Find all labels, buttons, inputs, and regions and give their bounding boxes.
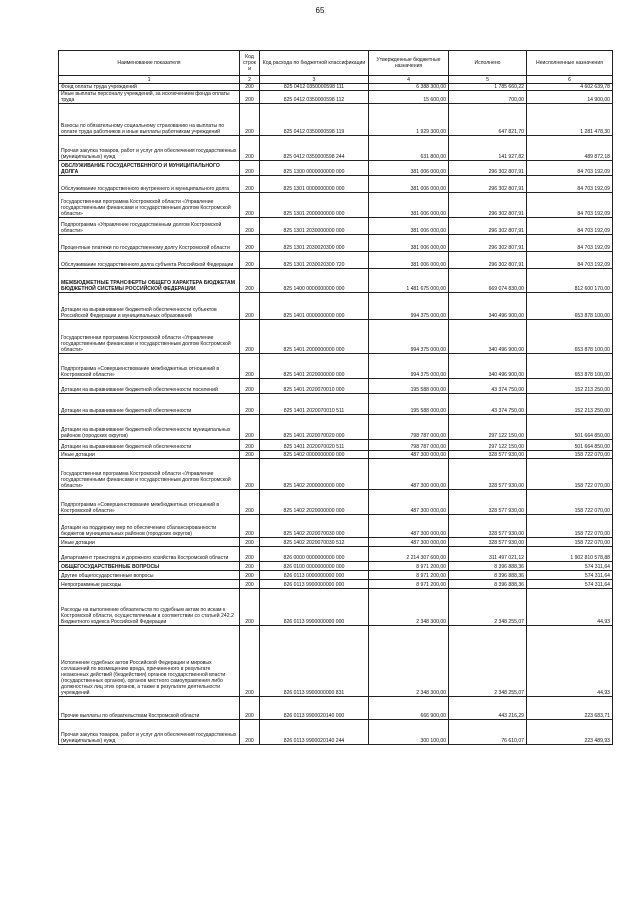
table-header-row <box>59 51 613 76</box>
row-expense-code: 825 1301 2030020300 720 <box>260 252 369 269</box>
row-line-code: 200 <box>240 415 260 440</box>
row-approved: 798 787 000,00 <box>369 440 449 451</box>
table-row <box>59 451 613 459</box>
row-expense-code: 825 1401 2020000000 000 <box>260 354 369 379</box>
row-expense-code: 825 1401 2020070020 000 <box>260 415 369 440</box>
row-approved: 487 300 000,00 <box>369 515 449 538</box>
row-expense-code: 825 1402 2020000000 000 <box>260 490 369 515</box>
row-executed: 700,00 <box>449 91 527 104</box>
row-remaining: 158 722 070,00 <box>527 538 613 547</box>
row-remaining: 574 311,64 <box>527 562 613 571</box>
row-remaining: 223 683,71 <box>527 697 613 720</box>
row-executed: 43 374 750,00 <box>449 379 527 394</box>
header-line-code: Код строк и <box>240 51 260 76</box>
row-name: Обслуживание государственного долга субъекта Российской Федерации <box>59 252 240 269</box>
row-executed: 340 496 900,00 <box>449 320 527 354</box>
row-approved: 8 971 200,00 <box>369 571 449 580</box>
row-approved: 8 971 200,00 <box>369 580 449 589</box>
row-remaining: 4 602 639,78 <box>527 84 613 91</box>
row-executed: 296 302 807,91 <box>449 235 527 252</box>
row-expense-code: 825 1401 2020070010 511 <box>260 394 369 415</box>
table-row <box>59 626 613 697</box>
row-executed: 297 122 150,00 <box>449 415 527 440</box>
row-name: Государственная программа Костромской области «Управление государственными финансами и государственным долгом Костромской области» <box>59 320 240 354</box>
row-line-code: 200 <box>240 440 260 451</box>
row-executed: 8 396 888,36 <box>449 562 527 571</box>
table-row <box>59 104 613 136</box>
row-remaining: 84 703 192,09 <box>527 193 613 218</box>
table-row <box>59 161 613 176</box>
column-number-row <box>59 76 613 84</box>
row-remaining: 152 213 250,00 <box>527 379 613 394</box>
header-approved: Утвержденные бюджетные назначения <box>369 51 449 76</box>
row-executed: 8 396 888,36 <box>449 571 527 580</box>
row-remaining: 152 213 250,00 <box>527 394 613 415</box>
table-row <box>59 720 613 745</box>
row-expense-code: 825 1401 2000000000 000 <box>260 320 369 354</box>
row-line-code: 200 <box>240 580 260 589</box>
row-expense-code: 825 1301 2000000000 000 <box>260 193 369 218</box>
row-line-code: 200 <box>240 379 260 394</box>
row-line-code: 200 <box>240 394 260 415</box>
table-row <box>59 697 613 720</box>
row-remaining: 158 722 070,00 <box>527 451 613 459</box>
row-approved: 381 006 000,00 <box>369 235 449 252</box>
row-line-code: 200 <box>240 161 260 176</box>
row-executed: 647 821,70 <box>449 104 527 136</box>
table-row <box>59 589 613 626</box>
row-line-code: 200 <box>240 459 260 490</box>
row-expense-code: 825 1401 2020070010 000 <box>260 379 369 394</box>
row-name: Взносы по обязательному социальному страхованию на выплаты по оплате труда работников и иные выплаты работникам учреждений <box>59 104 240 136</box>
row-approved: 487 300 000,00 <box>369 451 449 459</box>
row-approved: 381 006 000,00 <box>369 252 449 269</box>
column-number: 5 <box>449 76 527 84</box>
row-name: Подпрограмма «Совершенствование межбюджетных отношений в Костромской области» <box>59 490 240 515</box>
row-executed: 296 302 807,91 <box>449 176 527 193</box>
row-line-code: 200 <box>240 562 260 571</box>
row-approved: 631 800,00 <box>369 136 449 161</box>
row-executed: 328 577 930,00 <box>449 451 527 459</box>
row-remaining: 223 489,93 <box>527 720 613 745</box>
row-remaining: 158 722 070,00 <box>527 515 613 538</box>
row-name: Прочая закупка товаров, работ и услуг для обеспечения государственных (муниципальных) нужд <box>59 720 240 745</box>
row-approved: 487 300 000,00 <box>369 490 449 515</box>
row-name: Подпрограмма «Совершенствование межбюджетных отношений в Костромской области» <box>59 354 240 379</box>
row-remaining: 84 703 192,09 <box>527 235 613 252</box>
row-name: Расходы на выполнение обязательств по судебным актам по искам к Костромской области, осуществляемым в соответствии со статьей 242.2 Бюджетного кодекса Российской Федерации <box>59 589 240 626</box>
row-line-code: 200 <box>240 269 260 293</box>
row-remaining: 84 703 192,09 <box>527 218 613 235</box>
row-line-code: 200 <box>240 218 260 235</box>
row-remaining: 653 878 100,00 <box>527 320 613 354</box>
row-name: Дотации на поддержку мер по обеспечению сбалансированности бюджетов муниципальных районов (городских округов) <box>59 515 240 538</box>
table-row <box>59 379 613 394</box>
row-remaining: 158 722 070,00 <box>527 490 613 515</box>
row-remaining: 1 281 478,30 <box>527 104 613 136</box>
row-approved: 487 300 000,00 <box>369 459 449 490</box>
row-executed: 296 302 807,91 <box>449 218 527 235</box>
row-expense-code: 825 1402 2020070030 512 <box>260 538 369 547</box>
row-expense-code: 825 1400 0000000000 000 <box>260 269 369 293</box>
row-name: Исполнение судебных актов Российской Федерации и мировых соглашений по возмещению вреда, причиненного в результате незаконных действий (бездействия) органов государственной власти (государственных органов), органов местного самоуправления либо должностных лиц этих органов, а также в результате деятельности учреждений <box>59 626 240 697</box>
table-row <box>59 490 613 515</box>
row-name: Иные дотации <box>59 451 240 459</box>
row-name: Дотации на выравнивание бюджетной обеспеченности поселений <box>59 379 240 394</box>
row-executed: 43 374 750,00 <box>449 394 527 415</box>
row-name: МЕЖБЮДЖЕТНЫЕ ТРАНСФЕРТЫ ОБЩЕГО ХАРАКТЕРА БЮДЖЕТАМ БЮДЖЕТНОЙ СИСТЕМЫ РОССИЙСКОЙ ФЕДЕРАЦИИ <box>59 269 240 293</box>
row-approved: 381 006 000,00 <box>369 176 449 193</box>
row-expense-code: 826 0100 0000000000 000 <box>260 562 369 571</box>
table-row <box>59 193 613 218</box>
row-approved: 6 388 300,00 <box>369 84 449 91</box>
row-approved: 195 588 000,00 <box>369 394 449 415</box>
table-row <box>59 547 613 562</box>
row-approved: 798 787 000,00 <box>369 415 449 440</box>
row-line-code: 200 <box>240 104 260 136</box>
row-name: Подпрограмма «Управление государственным долгом Костромской области» <box>59 218 240 235</box>
row-line-code: 200 <box>240 547 260 562</box>
row-line-code: 200 <box>240 293 260 320</box>
header-expense-code: Код расхода по бюджетной классификации <box>260 51 369 76</box>
row-remaining: 501 664 850,00 <box>527 440 613 451</box>
row-remaining: 1 902 810 578,88 <box>527 547 613 562</box>
row-approved: 300 100,00 <box>369 720 449 745</box>
row-name: Иные выплаты персоналу учреждений, за исключением фонда оплаты труда <box>59 91 240 104</box>
row-line-code: 200 <box>240 451 260 459</box>
row-remaining: 489 872,18 <box>527 136 613 161</box>
column-number: 2 <box>240 76 260 84</box>
row-expense-code: 826 0113 9900000000 000 <box>260 589 369 626</box>
row-remaining: 14 900,00 <box>527 91 613 104</box>
row-remaining: 158 722 070,00 <box>527 459 613 490</box>
row-executed: 296 302 807,91 <box>449 193 527 218</box>
row-name: Иные дотации <box>59 538 240 547</box>
table-row <box>59 394 613 415</box>
row-executed: 311 497 021,12 <box>449 547 527 562</box>
row-approved: 381 006 000,00 <box>369 218 449 235</box>
row-expense-code: 826 0113 9900000000 831 <box>260 626 369 697</box>
row-line-code: 200 <box>240 320 260 354</box>
row-approved: 1 481 675 000,00 <box>369 269 449 293</box>
row-name: Дотации на выравнивание бюджетной обеспеченности субъектов Российской Федерации и муниципальных образований <box>59 293 240 320</box>
row-name: Департамент транспорта и дорожного хозяйства Костромской области <box>59 547 240 562</box>
row-expense-code: 825 1300 0000000000 000 <box>260 161 369 176</box>
row-executed: 297 122 150,00 <box>449 440 527 451</box>
row-executed: 328 577 930,00 <box>449 515 527 538</box>
row-expense-code: 825 1402 2020070030 000 <box>260 515 369 538</box>
column-number: 3 <box>260 76 369 84</box>
header-indicator-name: Наименование показателя <box>59 51 240 76</box>
table-row <box>59 354 613 379</box>
row-executed: 1 785 660,22 <box>449 84 527 91</box>
row-approved: 994 375 000,00 <box>369 354 449 379</box>
row-name: Дотации на выравнивание бюджетной обеспеченности <box>59 394 240 415</box>
row-expense-code: 825 1402 2000000000 000 <box>260 459 369 490</box>
row-remaining: 84 703 192,09 <box>527 176 613 193</box>
row-remaining: 812 600 170,00 <box>527 269 613 293</box>
row-approved: 15 600,00 <box>369 91 449 104</box>
row-name: ОБСЛУЖИВАНИЕ ГОСУДАРСТВЕННОГО И МУНИЦИПАЛЬНОГО ДОЛГА <box>59 161 240 176</box>
row-line-code: 200 <box>240 490 260 515</box>
table-row <box>59 91 613 104</box>
table-row <box>59 235 613 252</box>
row-name: Фонд оплаты труда учреждений <box>59 84 240 91</box>
row-line-code: 200 <box>240 626 260 697</box>
row-remaining: 574 311,64 <box>527 580 613 589</box>
row-remaining: 653 878 100,00 <box>527 293 613 320</box>
row-approved: 666 900,00 <box>369 697 449 720</box>
row-expense-code: 825 0412 0350000598 244 <box>260 136 369 161</box>
budget-execution-table <box>58 50 613 745</box>
row-approved: 2 348 300,00 <box>369 626 449 697</box>
row-remaining: 84 703 192,09 <box>527 252 613 269</box>
row-remaining: 574 311,64 <box>527 571 613 580</box>
row-expense-code: 825 0412 0350000598 111 <box>260 84 369 91</box>
row-line-code: 200 <box>240 515 260 538</box>
table-row <box>59 562 613 571</box>
column-number: 4 <box>369 76 449 84</box>
row-line-code: 200 <box>240 538 260 547</box>
row-executed: 2 348 255,07 <box>449 626 527 697</box>
row-expense-code: 826 0113 9900020140 000 <box>260 697 369 720</box>
row-name: Дотации на выравнивание бюджетной обеспеченности <box>59 440 240 451</box>
row-line-code: 200 <box>240 571 260 580</box>
row-expense-code: 826 0113 0000000000 000 <box>260 571 369 580</box>
row-approved: 381 006 000,00 <box>369 161 449 176</box>
header-executed: Исполнено <box>449 51 527 76</box>
row-approved: 2 348 300,00 <box>369 589 449 626</box>
row-executed: 328 577 930,00 <box>449 538 527 547</box>
row-approved: 994 375 000,00 <box>369 320 449 354</box>
row-line-code: 200 <box>240 84 260 91</box>
header-remaining: Неисполненные назначения <box>527 51 613 76</box>
row-executed: 296 302 807,91 <box>449 161 527 176</box>
row-remaining: 84 703 192,09 <box>527 161 613 176</box>
row-line-code: 200 <box>240 235 260 252</box>
row-executed: 328 577 930,00 <box>449 459 527 490</box>
row-remaining: 501 664 850,00 <box>527 415 613 440</box>
row-name: Прочие выплаты по обязательствам Костромской области <box>59 697 240 720</box>
row-name: Непрограммные расходы <box>59 580 240 589</box>
row-expense-code: 825 1401 2020070020 511 <box>260 440 369 451</box>
row-line-code: 200 <box>240 136 260 161</box>
row-expense-code: 825 1401 0000000000 000 <box>260 293 369 320</box>
table-row <box>59 515 613 538</box>
table-row <box>59 320 613 354</box>
row-executed: 8 396 888,36 <box>449 580 527 589</box>
row-executed: 443 216,29 <box>449 697 527 720</box>
row-expense-code: 826 0113 9900020140 244 <box>260 720 369 745</box>
table-row <box>59 269 613 293</box>
table-row <box>59 580 613 589</box>
row-remaining: 44,93 <box>527 626 613 697</box>
row-expense-code: 825 1301 2030000000 000 <box>260 218 369 235</box>
row-executed: 340 496 900,00 <box>449 293 527 320</box>
table-row <box>59 84 613 91</box>
row-expense-code: 825 1402 0000000000 000 <box>260 451 369 459</box>
row-approved: 8 971 200,00 <box>369 562 449 571</box>
row-executed: 296 302 807,91 <box>449 252 527 269</box>
table-row <box>59 440 613 451</box>
column-number: 1 <box>59 76 240 84</box>
row-line-code: 200 <box>240 589 260 626</box>
row-name: ОБЩЕГОСУДАРСТВЕННЫЕ ВОПРОСЫ <box>59 562 240 571</box>
row-executed: 2 348 255,07 <box>449 589 527 626</box>
row-expense-code: 826 0000 0000000000 000 <box>260 547 369 562</box>
row-name: Прочая закупка товаров, работ и услуг для обеспечения государственных (муниципальных) нужд <box>59 136 240 161</box>
table-row <box>59 293 613 320</box>
row-name: Обслуживание государственного внутреннего и муниципального долга <box>59 176 240 193</box>
row-line-code: 200 <box>240 176 260 193</box>
row-line-code: 200 <box>240 354 260 379</box>
row-remaining: 653 878 100,00 <box>527 354 613 379</box>
table-row <box>59 136 613 161</box>
row-approved: 195 588 000,00 <box>369 379 449 394</box>
row-line-code: 200 <box>240 697 260 720</box>
row-executed: 328 577 930,00 <box>449 490 527 515</box>
row-line-code: 200 <box>240 91 260 104</box>
table-row <box>59 459 613 490</box>
table-row <box>59 571 613 580</box>
row-expense-code: 826 0113 9900000000 000 <box>260 580 369 589</box>
row-name: Государственная программа Костромской области «Управление государственными финансами и государственным долгом Костромской области» <box>59 459 240 490</box>
row-approved: 2 214 307 600,00 <box>369 547 449 562</box>
row-approved: 994 375 000,00 <box>369 293 449 320</box>
row-line-code: 200 <box>240 252 260 269</box>
row-approved: 381 006 000,00 <box>369 193 449 218</box>
row-executed: 669 074 830,00 <box>449 269 527 293</box>
row-line-code: 200 <box>240 720 260 745</box>
row-expense-code: 825 0412 0350000598 119 <box>260 104 369 136</box>
row-expense-code: 825 1301 2030020300 000 <box>260 235 369 252</box>
page-number: 65 <box>315 6 325 15</box>
table-row <box>59 538 613 547</box>
row-executed: 340 496 900,00 <box>449 354 527 379</box>
row-line-code: 200 <box>240 193 260 218</box>
row-name: Государственная программа Костромской области «Управление государственными финансами и государственным долгом Костромской области» <box>59 193 240 218</box>
row-expense-code: 825 0412 0350000598 112 <box>260 91 369 104</box>
row-name: Процентные платежи по государственному долгу Костромской области <box>59 235 240 252</box>
table-row <box>59 176 613 193</box>
row-name: Другие общегосударственные вопросы <box>59 571 240 580</box>
row-approved: 487 300 000,00 <box>369 538 449 547</box>
row-executed: 76 610,07 <box>449 720 527 745</box>
table-row <box>59 252 613 269</box>
row-expense-code: 825 1301 0000000000 000 <box>260 176 369 193</box>
row-name: Дотации на выравнивание бюджетной обеспеченности муниципальных районов (городских округов) <box>59 415 240 440</box>
column-number: 6 <box>527 76 613 84</box>
table-row <box>59 415 613 440</box>
row-executed: 141 927,82 <box>449 136 527 161</box>
row-approved: 1 929 300,00 <box>369 104 449 136</box>
row-remaining: 44,93 <box>527 589 613 626</box>
table-row <box>59 218 613 235</box>
